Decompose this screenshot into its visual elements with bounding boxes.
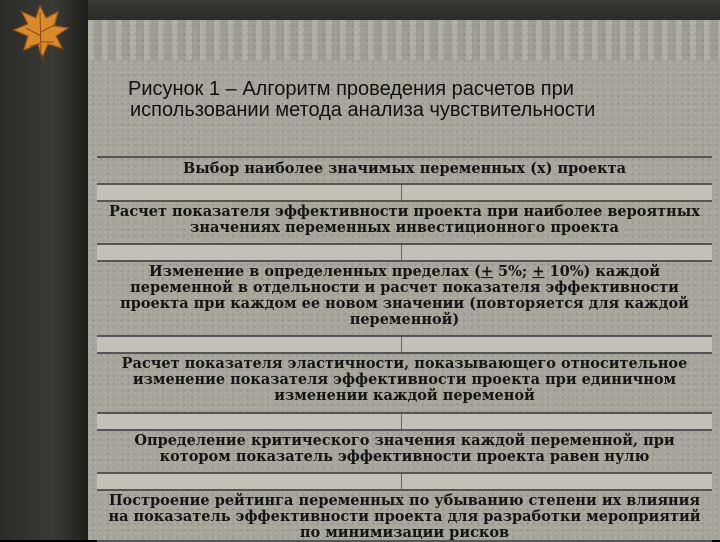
plus-minus-sign: + — [532, 263, 545, 280]
step-vary-text-a: Изменение в определенных пределах ( — [148, 263, 481, 280]
step-select-variables: Выбор наиболее значимых переменных (х) проекта — [97, 158, 712, 185]
step-vary-variables — [97, 262, 712, 337]
plus-minus-sign: + — [480, 263, 493, 280]
figure-title — [128, 79, 708, 121]
autumn-leaf-icon — [8, 2, 72, 64]
step-ranking: Построение рейтинга переменных по убыванию степени их влияния на показатель эффективности проекта для разработки мероприятий по минимизации рисков — [97, 491, 712, 542]
figure-title-line-1: Рисунок 1 – Алгоритм проведения расчетов при — [128, 78, 574, 100]
step-vary-text-b: 5%; — [493, 263, 533, 280]
step-calculate-base-indicator: Расчет показателя эффективности проекта при наиболее вероятных значениях переменных инвестиционного проекта — [97, 202, 712, 245]
step-connector — [97, 414, 712, 431]
algorithm-flowchart — [97, 156, 712, 542]
top-frame-band — [0, 0, 720, 20]
slide-top-texture — [88, 20, 720, 60]
step-elasticity: Расчет показателя эластичности, показывающего относительное изменение показателя эффективности проекта при единичном изменении каждой переменой — [97, 354, 712, 414]
figure-title-line-2: использовании метода анализа чувствительности — [130, 99, 596, 121]
left-frame-band — [0, 0, 88, 540]
step-critical-value: Определение критического значения каждой переменной, при котором показатель эффективности проекта равен нулю — [97, 431, 712, 474]
step-connector — [97, 245, 712, 262]
step-connector — [97, 337, 712, 354]
step-connector — [97, 474, 712, 491]
step-vary-text-c: 10%) каждой переменной в отдельности и расчет показателя эффективности проекта при каждом ее новом значении (повторяется для каждой переменной) — [120, 263, 689, 328]
step-connector — [97, 185, 712, 202]
